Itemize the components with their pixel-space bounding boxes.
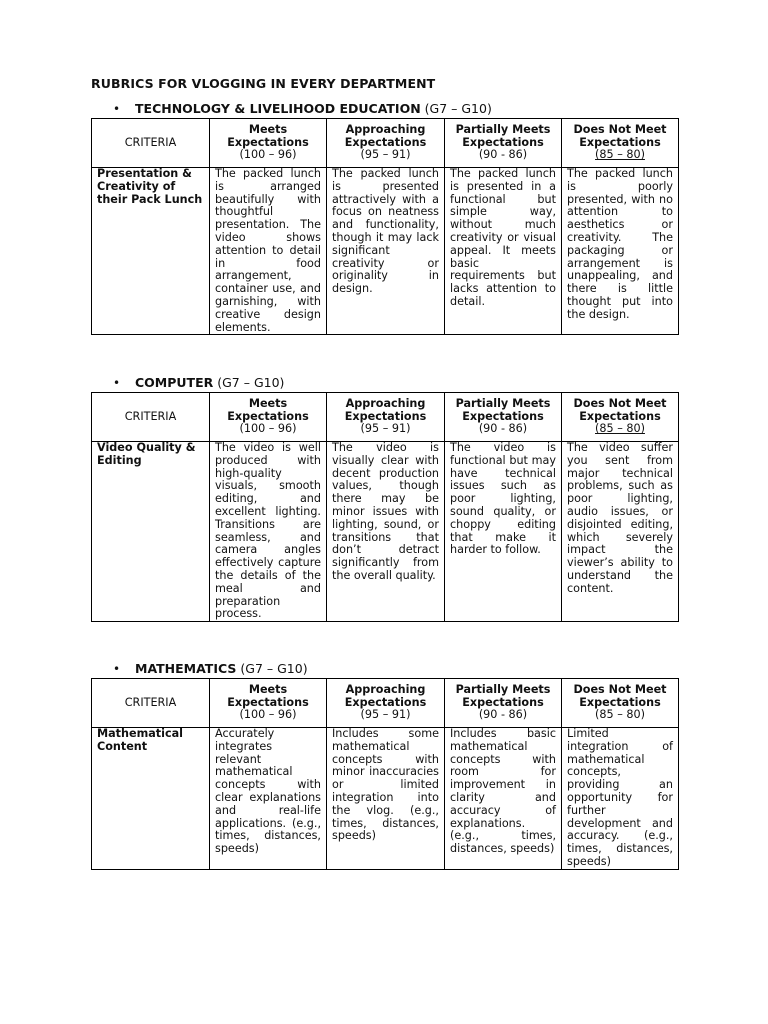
does-not-label: Does Not Meet Expectations: [573, 682, 667, 709]
does-not-cell: Limited integration of mathematical concepts, providing an opportunity for further development and accuracy. (e.g., times, distances, speeds): [562, 728, 679, 870]
meets-header: [210, 119, 327, 168]
bullet-icon: •: [113, 662, 121, 676]
partially-label: Partially Meets Expectations: [455, 682, 551, 709]
meets-range: (100 – 96): [239, 148, 297, 162]
approaching-range: (95 – 91): [360, 708, 411, 722]
section-grade: (G7 – G10): [424, 101, 492, 116]
partially-header: [445, 393, 562, 442]
approaching-header: [327, 119, 445, 168]
table-row: [92, 442, 679, 622]
partially-label: Partially Meets Expectations: [455, 122, 551, 149]
approaching-cell: The video is visually clear with decent production values, though there may be minor issues with lighting, sound, or transitions that don’t detract significantly from the overall quality.: [327, 442, 445, 622]
meets-range: (100 – 96): [239, 422, 297, 436]
section-heading-computer: [113, 375, 284, 390]
meets-label: Meets Expectations: [227, 396, 309, 423]
rubric-table-tle: [91, 118, 679, 335]
meets-label: Meets Expectations: [227, 682, 309, 709]
does-not-header: [562, 393, 679, 442]
meets-cell: The video is well produced with high-quality visuals, smooth editing, and excellent lighting. Transitions are seamless, and camera angles effectively capture the details of the meal and preparation process.: [210, 442, 327, 622]
partially-cell: The packed lunch is presented in a functional but simple way, without much creativity or visual appeal. It meets basic requirements but lacks attention to detail.: [445, 168, 562, 335]
approaching-cell: Includes some mathematical concepts with minor inaccuracies or limited integration into the vlog. (e.g., times, distances, speeds): [327, 728, 445, 870]
header-row: [92, 119, 679, 168]
partially-label: Partially Meets Expectations: [455, 396, 551, 423]
meets-header: [210, 393, 327, 442]
does-not-cell: The video suffer you sent from major technical problems, such as poor lighting, audio issues, or disjointed editing, which severely impact the viewer’s ability to understand the content.: [562, 442, 679, 622]
criteria-header: CRITERIA: [92, 393, 210, 442]
criteria-header: CRITERIA: [92, 119, 210, 168]
does-not-range: (85 – 80): [595, 708, 645, 722]
does-not-range: (85 – 80): [595, 148, 645, 162]
meets-header: [210, 679, 327, 728]
partially-range: (90 - 86): [478, 708, 528, 722]
section-name: COMPUTER: [135, 375, 214, 390]
header-row: [92, 393, 679, 442]
partially-header: [445, 119, 562, 168]
approaching-range: (95 – 91): [360, 148, 411, 162]
section-heading-mathematics: [113, 661, 308, 676]
criteria-header: CRITERIA: [92, 679, 210, 728]
approaching-header: [327, 679, 445, 728]
does-not-label: Does Not Meet Expectations: [573, 122, 667, 149]
approaching-range: (95 – 91): [360, 422, 411, 436]
bullet-icon: •: [113, 376, 121, 390]
section-name: TECHNOLOGY & LIVELIHOOD EDUCATION: [135, 101, 421, 116]
table-row: [92, 168, 679, 335]
meets-label: Meets Expectations: [227, 122, 309, 149]
approaching-cell: The packed lunch is presented attractively with a focus on neatness and functionality, though it may lack significant creativity or originality in design.: [327, 168, 445, 335]
bullet-icon: •: [113, 102, 121, 116]
does-not-range: (85 – 80): [595, 422, 645, 436]
meets-range: (100 – 96): [239, 708, 297, 722]
partially-range: (90 - 86): [478, 148, 528, 162]
document-title: RUBRICS FOR VLOGGING IN EVERY DEPARTMENT: [91, 76, 436, 91]
rubric-table-computer: [91, 392, 679, 622]
does-not-header: [562, 679, 679, 728]
partially-cell: Includes basic mathematical concepts with room for improvement in clarity and accuracy of explanations. (e.g., times, distances, speeds): [445, 728, 562, 870]
approaching-label: Approaching Expectations: [344, 682, 427, 709]
section-heading-tle: [113, 101, 492, 116]
rubric-table-mathematics: [91, 678, 679, 870]
approaching-label: Approaching Expectations: [344, 122, 427, 149]
approaching-label: Approaching Expectations: [344, 396, 427, 423]
partially-header: [445, 679, 562, 728]
criterion-cell: Video Quality & Editing: [92, 442, 210, 622]
meets-cell: The packed lunch is arranged beautifully with thoughtful presentation. The video shows attention to detail in food arrangement, container use, and garnishing, with creative design elements.: [210, 168, 327, 335]
meets-cell: Accurately integrates relevant mathematical concepts with clear explanations and real-life applications. (e.g., times, distances, speeds): [210, 728, 327, 870]
table-row: [92, 728, 679, 870]
section-grade: (G7 – G10): [240, 661, 308, 676]
does-not-label: Does Not Meet Expectations: [573, 396, 667, 423]
header-row: [92, 679, 679, 728]
does-not-cell: The packed lunch is poorly presented, with no attention to aesthetics or creativity. The packaging or arrangement is unappealing, and there is little thought put into the design.: [562, 168, 679, 335]
criterion-cell: Presentation & Creativity of their Pack Lunch: [92, 168, 210, 335]
criterion-cell: Mathematical Content: [92, 728, 210, 870]
does-not-header: [562, 119, 679, 168]
partially-cell: The video is functional but may have technical issues such as poor lighting, sound quality, or choppy editing that make it harder to follow.: [445, 442, 562, 622]
partially-range: (90 - 86): [478, 422, 528, 436]
section-name: MATHEMATICS: [135, 661, 237, 676]
approaching-header: [327, 393, 445, 442]
section-grade: (G7 – G10): [217, 375, 285, 390]
